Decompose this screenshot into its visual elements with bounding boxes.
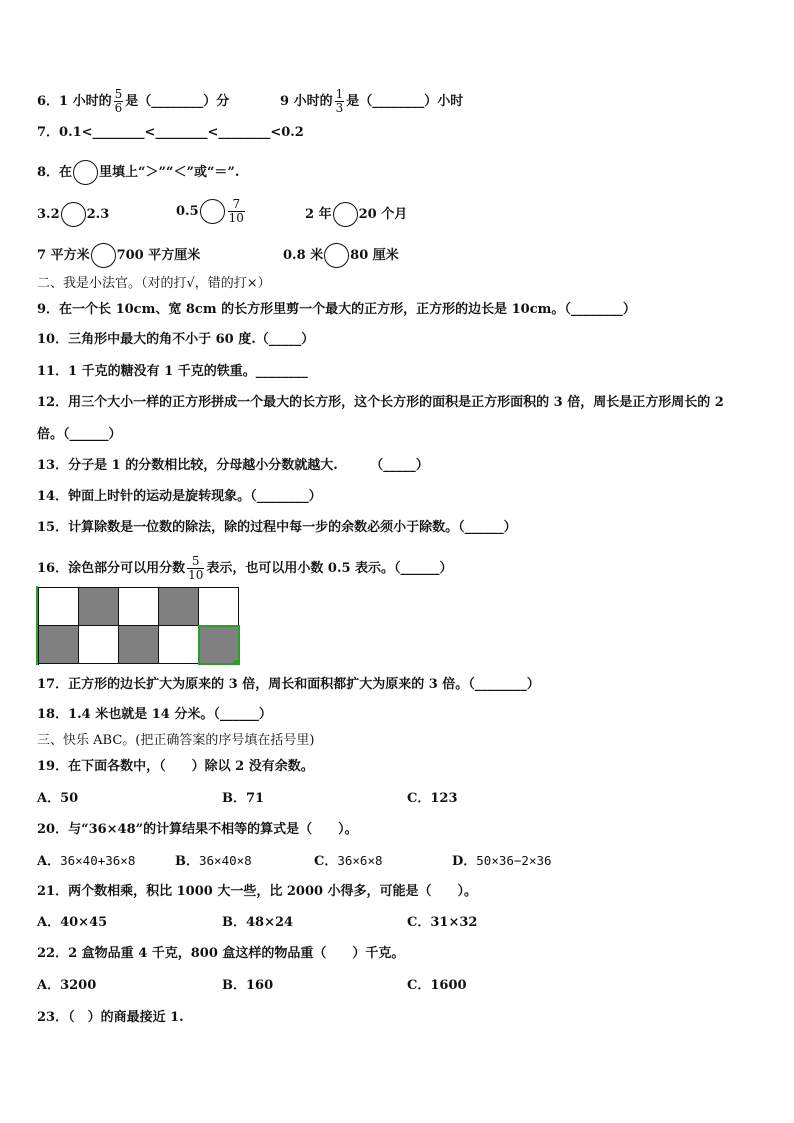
grid-cell-shaded <box>119 626 159 664</box>
question-6-part-2: 9 小时的 $\frac{1}{3}$ 是（________）小时 <box>280 87 464 115</box>
section-heading-3: 三、快乐 ABC。(把正确答案的序号填在括号里) <box>37 733 315 748</box>
question-7: 7．0.1<________<________<________<0.2 <box>37 125 304 140</box>
question-23: 23．（ ）的商最接近 1. <box>37 1010 184 1025</box>
compare-circle[interactable] <box>200 199 225 224</box>
option-c[interactable]: C．31×32 <box>407 915 478 930</box>
question-19: 19．在下面各数中，（ ）除以 2 没有余数。 <box>37 759 314 774</box>
question-22: 22．2 盒物品重 4 千克，800 盒这样的物品重（ ）千克。 <box>37 946 405 961</box>
option-a[interactable]: A．36×40+36×8 <box>37 853 136 869</box>
grid-cell-blank <box>39 588 79 626</box>
compare-circle[interactable] <box>333 202 358 227</box>
question-15: 15．计算除数是一位数的除法，除的过程中每一步的余数必须小于除数。（______） <box>37 520 517 535</box>
option-c[interactable]: C．36×6×8 <box>314 853 383 869</box>
compare-circle[interactable] <box>91 243 116 268</box>
option-a[interactable]: A．40×45 <box>37 915 108 930</box>
option-a[interactable]: A．50 <box>37 791 79 806</box>
option-b[interactable]: B．160 <box>222 978 274 993</box>
question-17: 17．正方形的边长扩大为原来的 3 倍，周长和面积都扩大为原来的 3 倍。（________） <box>37 677 540 692</box>
grid-cell-blank <box>119 588 159 626</box>
question-14: 14．钟面上时针的运动是旋转现象。（________） <box>37 489 322 504</box>
option-c[interactable]: C．1600 <box>407 978 467 993</box>
grid-cell-shaded <box>199 626 239 664</box>
resize-handle[interactable] <box>234 660 239 665</box>
question-12: 12．用三个大小一样的正方形拼成一个最大的长方形，这个长方形的面积是正方形面积的 3 倍，周长是正方形周长的 2 <box>37 395 724 410</box>
fraction: $\frac{7}{10}$ <box>228 197 244 225</box>
grid-cell-blank <box>79 626 119 664</box>
option-c[interactable]: C．123 <box>407 791 458 806</box>
fraction: $\frac{1}{3}$ <box>335 87 344 115</box>
grid-cell-blank <box>199 588 239 626</box>
question-18: 18．1.4 米也就是 14 分米。（______） <box>37 707 272 722</box>
question-21: 21．两个数相乘，积比 1000 大一些，比 2000 小得多，可能是（ ）。 <box>37 884 478 899</box>
grid-cell-blank <box>159 626 199 664</box>
compare-circle[interactable] <box>73 160 98 185</box>
option-d[interactable]: D．50×36−2×36 <box>452 853 552 869</box>
question-11: 11．1 千克的糖没有 1 千克的铁重。________ <box>37 364 308 379</box>
grid-cell-shaded <box>159 588 199 626</box>
option-b[interactable]: B．71 <box>222 791 265 806</box>
question-12-cont: 倍。（______） <box>37 427 122 442</box>
shaded-grid-figure <box>38 587 239 665</box>
question-20: 20．与“36×48”的计算结果不相等的算式是（ ）。 <box>37 822 358 837</box>
compare-item: 0.5 $\frac{7}{10}$ <box>176 197 244 225</box>
grid-cell-shaded <box>79 588 119 626</box>
question-16: 16．涂色部分可以用分数 $\frac{5}{10}$ 表示，也可以用小数 0.5 表示。（______） <box>37 554 453 582</box>
option-b[interactable]: B．36×40×8 <box>175 853 252 869</box>
compare-item: 3.2 2.3 <box>37 202 109 227</box>
compare-item: 0.8 米 80 厘米 <box>283 243 399 268</box>
section-heading-2: 二、我是小法官。（对的打√，错的打×） <box>37 276 271 291</box>
fraction: $\frac{5}{6}$ <box>114 87 123 115</box>
compare-circle[interactable] <box>61 202 86 227</box>
fraction: $\frac{5}{10}$ <box>188 554 204 582</box>
question-6: 6．1 小时的 $\frac{5}{6}$ 是（________）分 <box>37 87 230 115</box>
option-a[interactable]: A．3200 <box>37 978 97 993</box>
grid-cell-shaded <box>39 626 79 664</box>
question-13: 13．分子是 1 的分数相比较，分母越小分数就越大. （_____） <box>37 458 429 473</box>
question-9: 9．在一个长 10cm、宽 8cm 的长方形里剪一个最大的正方形，正方形的边长是 10cm。（________） <box>37 302 636 317</box>
compare-item: 7 平方米 700 平方厘米 <box>37 243 200 268</box>
compare-circle[interactable] <box>324 243 349 268</box>
question-10: 10．三角形中最大的角不小于 60 度.（_____） <box>37 332 315 347</box>
option-b[interactable]: B．48×24 <box>222 915 294 930</box>
question-8: 8．在 里填上“＞”“＜”或“＝”. <box>37 160 239 185</box>
compare-item: 2 年 20 个月 <box>305 202 407 227</box>
